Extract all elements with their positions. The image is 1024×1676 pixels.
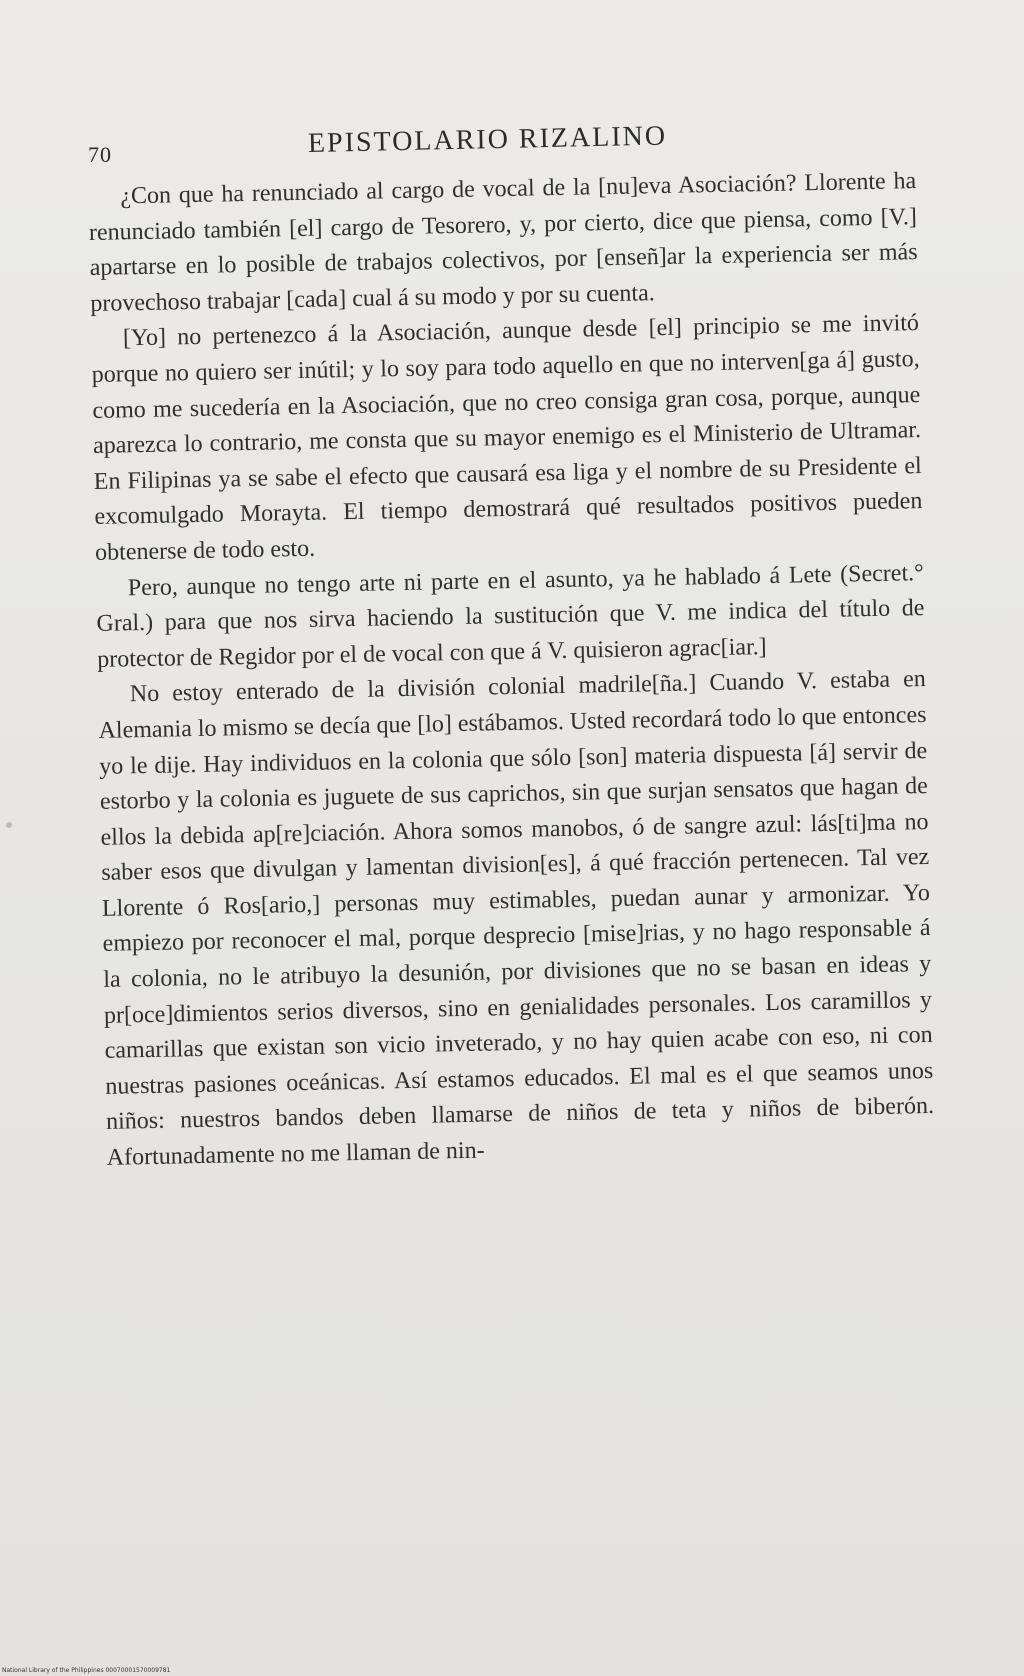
- letter-body: [88, 164, 935, 1176]
- paragraph-3: Pero, aunque no tengo arte ni parte en el asunto, ya he hablado á Lete (Secret.° Gral.) para que nos sirva haciendo la sustitución que V. me indica del título de protector de Regidor por el de vocal con que á V. quisieron agrac[iar.]: [96, 559, 925, 673]
- running-title: EPISTOLARIO RIZALINO: [307, 120, 668, 159]
- page-number: 70: [88, 142, 112, 167]
- paragraph-2: [Yo] no pertenezco á la Asociación, aunque desde [el] principio se me invitó porque no quiero ser inútil; y lo soy para todo aquello en que no interven[ga á] gusto, como me sucedería en la Asociación, que no creo consiga gran cosa, porque, aunque aparezca lo contrario, me consta que su mayor enemigo es el Ministerio de Ultramar. En Filipinas ya se sabe el efecto que causará esa liga y el nombre de su Presidente el excomulgado Morayta. El tiempo demostrará qué resultados positivos pueden obtenerse de todo esto.: [91, 310, 923, 566]
- scan-artifact: [6, 822, 12, 828]
- page-header: [88, 120, 918, 168]
- paragraph-4: No estoy enterado de la división colonial madrile[ña.] Cuando V. estaba en Alemania lo mismo se decía que [lo] estábamos. Usted recordará todo lo que entonces yo le dije. Hay individuos en la colonia que sólo [son] materia dispuesta [á] servir de estorbo y la colonia es juguete de sus caprichos, sin que surjan sensatos que hagan de ellos la debida ap[re]ciación. Ahora somos manobos, ó de sangre azul: lás[ti]ma no saber esos que divulgan y lamentan division[es], á qué fracción pertenecen. Tal vez Llorente ó Ros[ario,] personas muy estimables, puedan aunar y armonizar. Yo empiezo por reconocer el mal, porque desprecio [mise]rias, y no hago responsable á la colonia, no le atribuyo la desunión, por divisiones que no se basan en ideas y pr[oce]dimientos serios diversos, sino en genialidades personales. Los caramillos y camarillas que existan son vicio inveterado, y no hay quien acabe con eso, ni con nuestras pasiones oceánicas. Así estamos educados. El mal es el que seamos unos niños: nuestros bandos deben llamarse de niños de teta y niños de biberón. Afortunadamente no me llaman de nin-: [98, 666, 935, 1171]
- paragraph-1: ¿Con que ha renunciado al cargo de vocal de la [nu]eva Asociación? Llorente ha renunciado también [el] cargo de Tesorero, y, por cierto, dice que piensa, como [V.] apartarse en lo posible de trabajos colectivos, por [enseñ]ar la experiencia ser más provechoso trabajar [cada] cual á su modo y por su cuenta.: [88, 168, 918, 317]
- library-source-note: National Library of the Philippines 00070001570009781: [2, 1667, 171, 1674]
